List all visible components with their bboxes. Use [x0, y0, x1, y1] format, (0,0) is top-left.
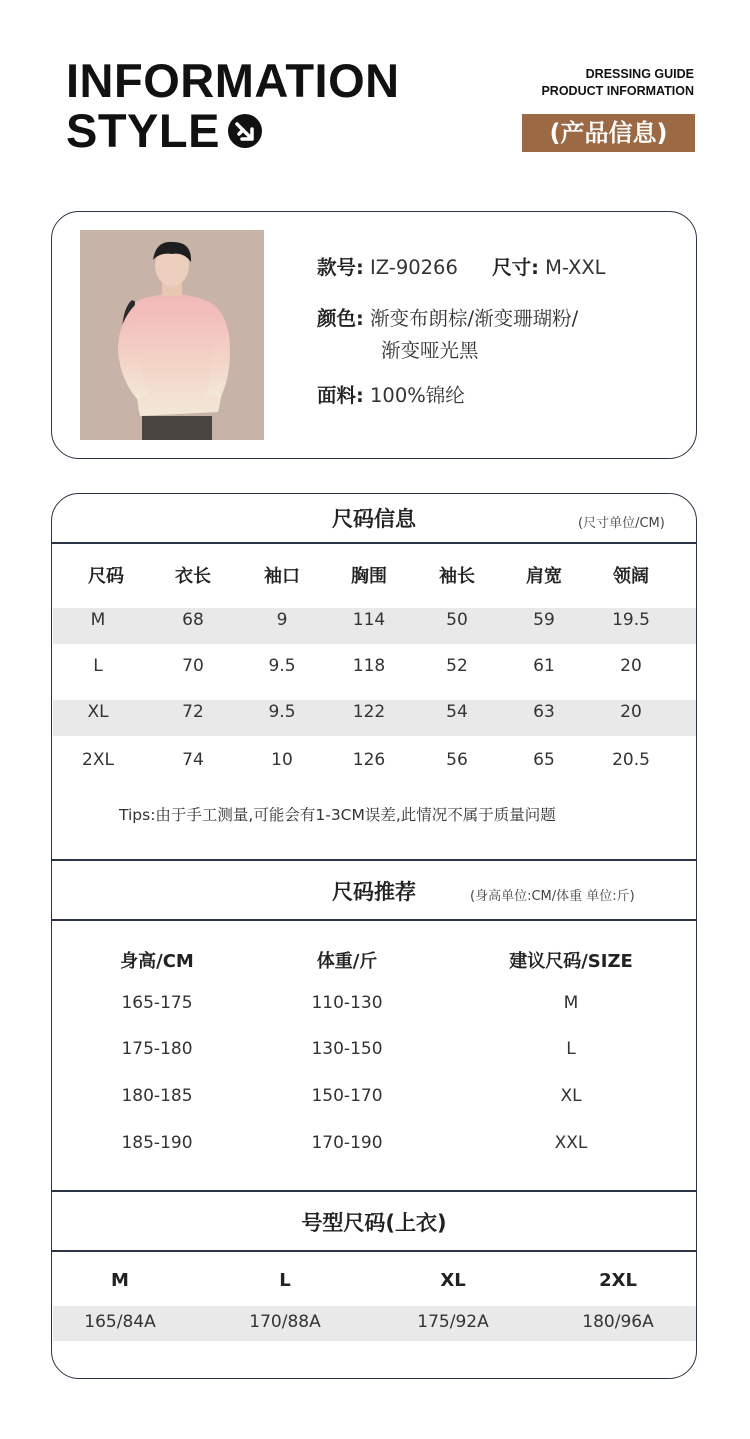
title-style-row [66, 106, 262, 156]
recommend-cell: 150-170 [311, 1086, 383, 1106]
size-info-cell: 20 [620, 702, 642, 722]
size-info-cell: 19.5 [612, 610, 650, 630]
recommend-header: 建议尺码/SIZE [509, 951, 633, 972]
size-info-header: 领阔 [613, 566, 649, 587]
size-type-header: 2XL [599, 1270, 637, 1291]
size-info-cell: 9 [276, 610, 288, 630]
size-info-cell: 9.5 [268, 656, 296, 676]
size-type-cell: 175/92A [417, 1312, 489, 1332]
tips-text: Tips:由于手工测量,可能会有1-3CM误差,此情况不属于质量问题 [119, 806, 556, 824]
size-info-cell: 56 [446, 750, 468, 770]
size-info-cell: 114 [352, 610, 386, 630]
size-info-cell: 70 [182, 656, 204, 676]
size-info-header: 尺码 [88, 566, 124, 587]
size-recommend-unit: (身高单位:CM/体重 单位:斤) [470, 889, 635, 904]
divider [51, 859, 697, 861]
recommend-cell: XXL [554, 1133, 588, 1153]
size-info-cell: 10 [271, 750, 293, 770]
size-info-cell: L [93, 656, 103, 676]
size-type-header: M [111, 1270, 129, 1291]
model-value: IZ-90266 [370, 256, 458, 279]
arrow-icon [228, 114, 262, 148]
size-info-cell: 122 [352, 702, 386, 722]
size-info-cell: 68 [182, 610, 204, 630]
recommend-cell: 180-185 [121, 1086, 193, 1106]
size-info-cell: 9.5 [268, 702, 296, 722]
recommend-cell: 185-190 [121, 1133, 193, 1153]
size-info-title: 尺码信息 [332, 507, 416, 531]
recommend-cell: 110-130 [311, 993, 383, 1013]
recommend-header: 体重/斤 [316, 951, 378, 972]
size-value: M-XXL [545, 256, 606, 279]
size-info-cell: 50 [446, 610, 468, 630]
size-label: 尺寸: [492, 256, 539, 279]
title-style: STYLE [66, 104, 220, 157]
recommend-cell: M [563, 993, 579, 1013]
color-line [317, 305, 578, 333]
recommend-cell: 130-150 [311, 1039, 383, 1059]
guide-line-1: DRESSING GUIDE [585, 67, 694, 81]
divider [51, 1250, 697, 1252]
fabric-label: 面料: [317, 384, 364, 407]
divider [51, 919, 697, 921]
size-info-cell: 61 [533, 656, 555, 676]
guide-line-2: PRODUCT INFORMATION [541, 84, 694, 98]
size-info-cell: 20.5 [612, 750, 650, 770]
color-value-1: 渐变布朗棕/渐变珊瑚粉/ [370, 307, 579, 330]
size-info-cell: 72 [182, 702, 204, 722]
size-info-header: 衣长 [175, 566, 211, 587]
color-value-2: 渐变哑光黑 [381, 339, 479, 362]
size-info-unit: (尺寸单位/CM) [578, 516, 665, 531]
size-info-cell: XL [87, 702, 109, 722]
size-info-header: 袖长 [439, 566, 475, 587]
size-info-cell: 52 [446, 656, 468, 676]
size-info-cell: 54 [446, 702, 468, 722]
recommend-cell: 175-180 [121, 1039, 193, 1059]
size-type-cell: 170/88A [249, 1312, 321, 1332]
size-info-cell: 63 [533, 702, 555, 722]
recommend-header: 身高/CM [120, 951, 194, 972]
product-photo [80, 230, 264, 440]
recommend-cell: XL [560, 1086, 582, 1106]
size-info-cell: 74 [182, 750, 204, 770]
divider [51, 542, 697, 544]
model-size-line [317, 254, 677, 282]
product-info-badge: (产品信息) [522, 114, 695, 152]
size-type-title: 号型尺码(上衣) [301, 1211, 447, 1235]
recommend-cell: L [566, 1039, 576, 1059]
size-type-header: XL [440, 1270, 466, 1291]
size-info-cell: 126 [352, 750, 386, 770]
fabric-line [317, 382, 465, 410]
size-recommend-title: 尺码推荐 [332, 880, 416, 904]
divider [51, 1190, 697, 1192]
size-info-header: 肩宽 [526, 566, 562, 587]
recommend-cell: 170-190 [311, 1133, 383, 1153]
model-label: 款号: [317, 256, 364, 279]
size-type-cell: 180/96A [582, 1312, 654, 1332]
size-type-header: L [279, 1270, 291, 1291]
size-info-cell: 2XL [82, 750, 114, 770]
recommend-cell: 165-175 [121, 993, 193, 1013]
size-info-header: 胸围 [351, 566, 387, 587]
size-info-cell: 59 [533, 610, 555, 630]
fabric-value: 100%锦纶 [370, 384, 465, 407]
title-information: INFORMATION [66, 54, 400, 107]
size-info-cell: 118 [352, 656, 386, 676]
size-info-cell: M [90, 610, 106, 630]
size-info-cell: 20 [620, 656, 642, 676]
color-label: 颜色: [317, 307, 364, 330]
size-info-cell: 65 [533, 750, 555, 770]
size-info-header: 袖口 [264, 566, 300, 587]
size-type-cell: 165/84A [84, 1312, 156, 1332]
